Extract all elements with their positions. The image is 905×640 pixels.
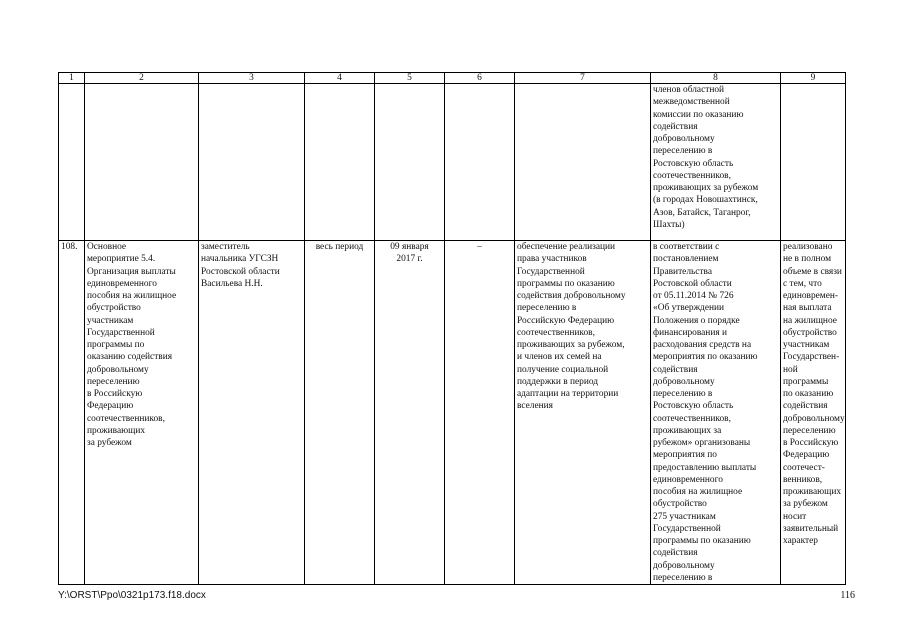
footer-file-path: Y:\ORST\Ppo\0321p173.f18.docx	[58, 590, 206, 601]
result-cell: обеспечение реализации права участников Государственной программы по оказанию содействия добровольному переселению в Российскую Федерацию соотечественников, проживающих за рубежом, и членов их семей на получение социальной поддержки в период адаптации на территории вселения	[515, 241, 651, 585]
cont-cell-4	[305, 84, 375, 241]
period-cell: весь период	[305, 241, 375, 585]
date-cell: 09 января 2017 г.	[375, 241, 445, 585]
cont-cell-8-text: членов областной межведомственной комиссии по оказанию содействия добровольному переселению в Ростовскую область соотечественников, проживающих за рубежом (в городах Новошахтинск, Азов, Батайск, Таганрог, Шахты)	[651, 84, 781, 241]
dash-cell: –	[445, 241, 515, 585]
page-number: 116	[840, 590, 855, 601]
cont-cell-6	[445, 84, 515, 241]
table-row-108	[59, 241, 846, 585]
col-header-5: 5	[375, 73, 445, 84]
column-number-row	[59, 73, 846, 84]
event-name-cell: Основное мероприятие 5.4. Организация выплаты единовременного пособия на жилищное обустройство участникам Государственной программы по оказанию содействия добровольному переселению в Российскую Федерацию соотечественников, проживающих за рубежом	[85, 241, 199, 585]
cont-cell-9	[781, 84, 846, 241]
note-cell: реализовано не в полном объеме в связи с тем, что единовремен- ная выплата на жилищное обустройство участникам Государствен- ной программы по оказанию содействия добровольному переселению в Российскую Федерацию соотечест- венников, проживающих за рубежом носит заявительный характер	[781, 241, 846, 585]
col-header-2: 2	[85, 73, 199, 84]
cont-cell-2	[85, 84, 199, 241]
continuation-row	[59, 84, 846, 241]
report-table	[58, 72, 846, 585]
row-number: 108.	[59, 241, 85, 585]
col-header-8: 8	[651, 73, 781, 84]
col-header-1: 1	[59, 73, 85, 84]
col-header-3: 3	[199, 73, 305, 84]
col-header-9: 9	[781, 73, 846, 84]
cont-cell-7	[515, 84, 651, 241]
cont-cell-1	[59, 84, 85, 241]
cont-cell-3	[199, 84, 305, 241]
col-header-6: 6	[445, 73, 515, 84]
actual-execution-cell: в соответствии с постановлением Правительства Ростовской области от 05.11.2014 № 726 «Об утверждении Положения о порядке финансирования и расходования средств на мероприятия по оказанию содействия добровольному переселению в Ростовскую область соотечественников, проживающих за рубежом» организованы мероприятия по предоставлению выплаты единовременного пособия на жилищное обустройство 275 участникам Государственной программы по оказанию содействия добровольному переселению в	[651, 241, 781, 585]
col-header-4: 4	[305, 73, 375, 84]
cont-cell-5	[375, 84, 445, 241]
col-header-7: 7	[515, 73, 651, 84]
responsible-cell: заместитель начальника УГСЗН Ростовской области Васильева Н.Н.	[199, 241, 305, 585]
